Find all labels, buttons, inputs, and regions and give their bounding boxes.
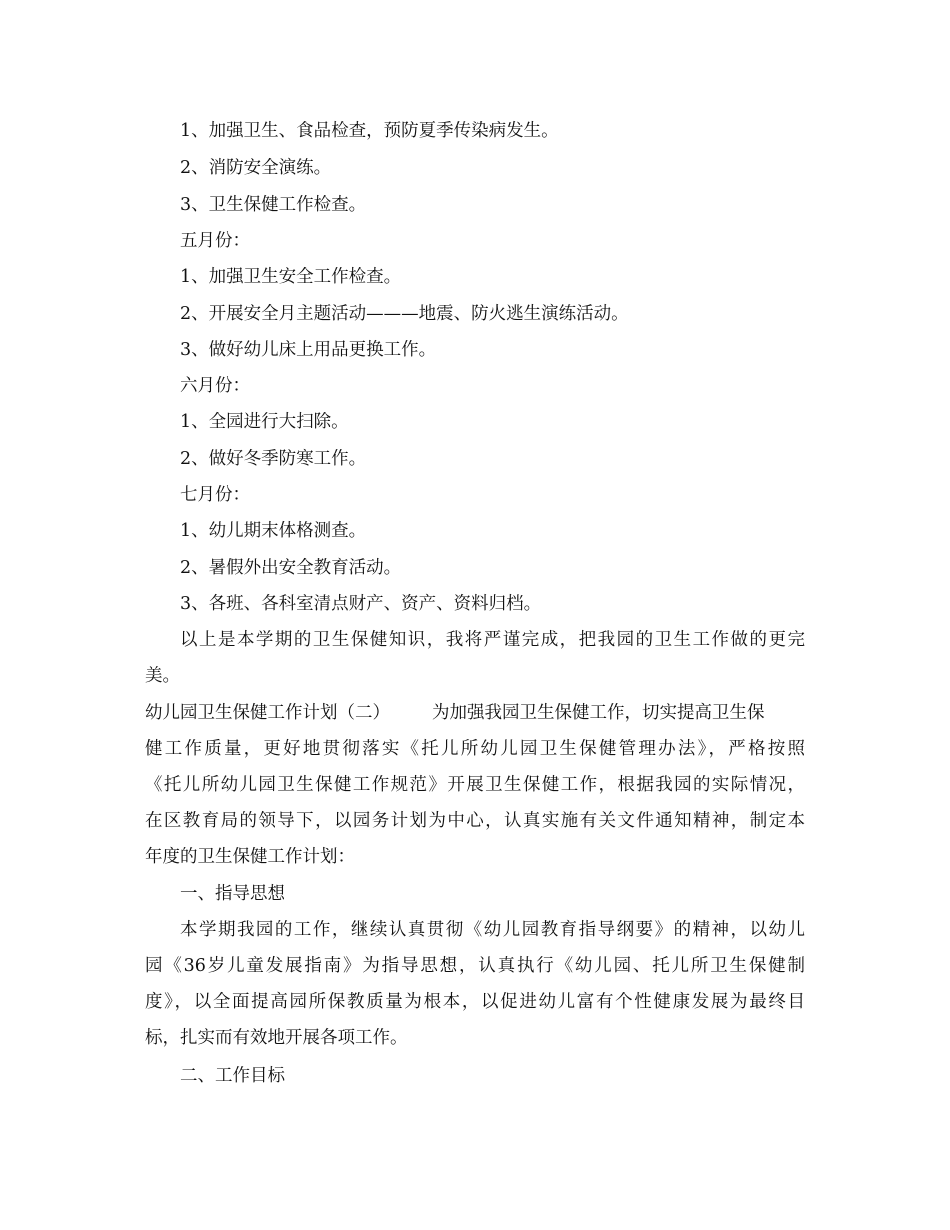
list-item: 2、消防安全演练。 xyxy=(180,158,332,178)
list-item: 3、卫生保健工作检查。 xyxy=(180,195,367,215)
paragraph-line: 以上是本学期的卫生保健知识，我将严谨完成，把我园的卫生工作做的更完 xyxy=(180,630,805,650)
paragraph-line: 健工作质量，更好地贯彻落实《托儿所幼儿园卫生保健管理办法》，严格按照 xyxy=(145,739,805,759)
list-item: 2、暑假外出安全教育活动。 xyxy=(180,558,402,578)
paragraph-line: 园《36岁儿童发展指南》为指导思想，认真执行《幼儿园、托儿所卫生保健制 xyxy=(145,956,805,976)
section-heading-guiding-thought: 一、指导思想 xyxy=(180,884,285,904)
paragraph-line: 美。 xyxy=(145,666,180,686)
paragraph-line: 《托儿所幼儿园卫生保健工作规范》开展卫生保健工作，根据我园的实际情况， xyxy=(145,775,805,795)
paragraph-line: 为加强我园卫生保健工作，切实提高卫生保 xyxy=(432,703,765,723)
list-item: 1、全园进行大扫除。 xyxy=(180,412,349,432)
list-item: 1、加强卫生、食品检查，预防夏季传染病发生。 xyxy=(180,121,559,141)
plan-title: 幼儿园卫生保健工作计划（二） xyxy=(145,703,390,723)
section-heading-may: 五月份： xyxy=(180,231,250,251)
list-item: 1、幼儿期末体格测查。 xyxy=(180,521,367,541)
list-item: 3、做好幼儿床上用品更换工作。 xyxy=(180,340,437,360)
list-item: 1、加强卫生安全工作检查。 xyxy=(180,267,402,287)
section-heading-june: 六月份： xyxy=(180,376,250,396)
title-row xyxy=(145,701,805,725)
paragraph-line: 在区教育局的领导下，以园务计划为中心，认真实施有关文件通知精神，制定本 xyxy=(145,811,805,831)
section-heading-july: 七月份： xyxy=(180,485,250,505)
paragraph-line: 度》，以全面提高园所保教质量为根本，以促进幼儿富有个性健康发展为最终目 xyxy=(145,992,805,1012)
paragraph-line: 本学期我园的工作，继续认真贯彻《幼儿园教育指导纲要》的精神，以幼儿 xyxy=(180,920,805,940)
list-item: 3、各班、各科室清点财产、资产、资料归档。 xyxy=(180,594,542,614)
paragraph-line: 标，扎实而有效地开展各项工作。 xyxy=(145,1028,408,1048)
section-heading-work-goals: 二、工作目标 xyxy=(180,1066,285,1086)
list-item: 2、做好冬季防寒工作。 xyxy=(180,449,367,469)
list-item: 2、开展安全月主题活动———地震、防火逃生演练活动。 xyxy=(180,304,629,324)
paragraph-line: 年度的卫生保健工作计划： xyxy=(145,847,355,867)
